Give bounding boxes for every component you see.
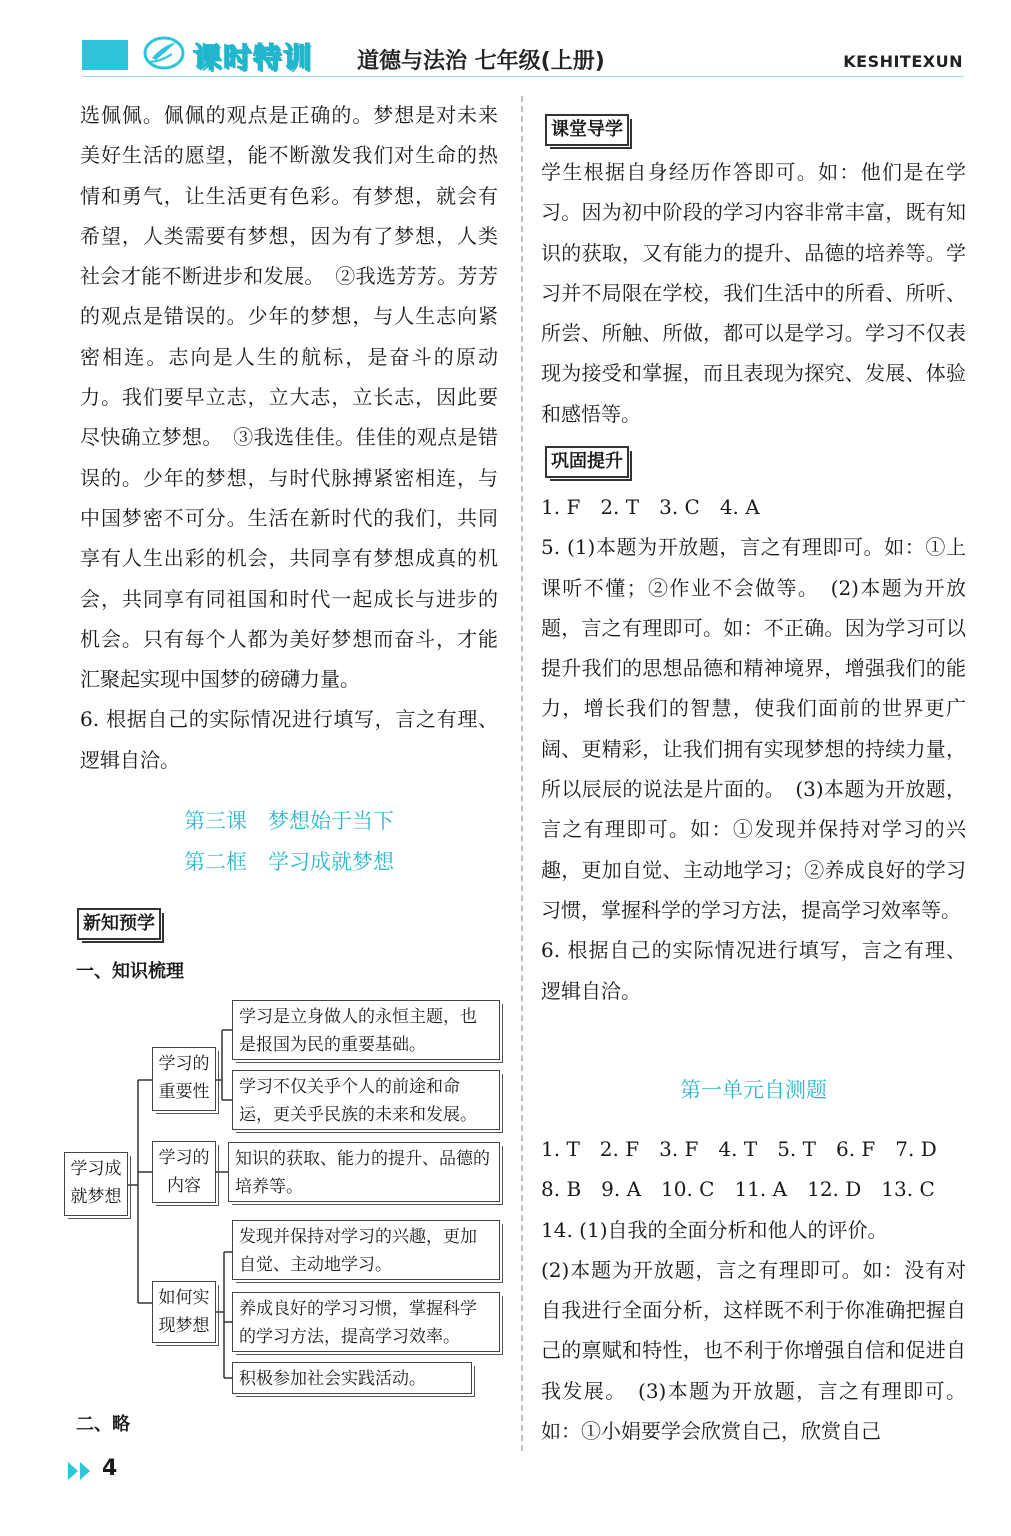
frame-title: 第二框 学习成就梦想 xyxy=(184,850,394,874)
page-number: 4 xyxy=(102,1456,118,1481)
right-column-answers xyxy=(541,487,966,1011)
mindmap-branch-content: 学习的内容 xyxy=(152,1141,216,1203)
right-column-unit xyxy=(541,1129,966,1451)
tag-consolidate: 巩固提升 xyxy=(545,446,629,478)
mindmap-leaf: 养成良好的学习习惯，掌握科学的学习方法，提高学习效率。 xyxy=(232,1292,500,1352)
answer-14-2: (2)本题为开放题，言之有理即可。如：没有对自我进行全面分析，这样既不利于你准确把握自己的禀赋和特性，也不利于你增强自信和促进自我发展。 (3)本题为开放题，言之有理即可。如：①小娟要学会欣赏自己，欣赏自己 xyxy=(541,1257,966,1444)
answers-1-4: 1. F 2. T 3. C 4. A xyxy=(541,495,760,519)
unit-answers-row1: 1. T 2. F 3. F 4. T 5. T 6. F 7. D xyxy=(541,1137,937,1161)
mindmap-leaf: 发现并保持对学习的兴趣，更加自觉、主动地学习。 xyxy=(232,1220,500,1280)
right-column-top xyxy=(541,152,966,434)
answer-6-right: 6. 根据自己的实际情况进行填写，言之有理、逻辑自洽。 xyxy=(541,938,966,1003)
unit-answers-row2: 8. B 9. A 10. C 11. A 12. D 13. C xyxy=(541,1177,935,1202)
mindmap-branch-how: 如何实现梦想 xyxy=(152,1281,216,1343)
answer-14-1: 14. (1)自我的全面分析和他人的评价。 xyxy=(541,1217,888,1242)
mindmap-leaf: 知识的获取、能力的提升、品德的培养等。 xyxy=(228,1142,500,1202)
subject-title: 道德与法治 七年级(上册) xyxy=(357,49,605,74)
mindmap-branch-importance: 学习的重要性 xyxy=(152,1047,216,1111)
brand-pinyin: KESHITEXUN xyxy=(843,52,963,71)
page-arrow-icon xyxy=(66,1460,96,1482)
tag-preview: 新知预学 xyxy=(77,908,161,940)
answer-5: 5. (1)本题为开放题，言之有理即可。如：①上课听不懂；②作业不会做等。 (2)本题为开放题，言之有理即可。如：不正确。因为学习可以提升我们的思想品德和精神境界，增强我们的能力，增长我们的智慧，使我们面前的世界更广阔、更精彩，让我们拥有实现梦想的持续力量，所以辰辰的说法是片面的。 (3)本题为开放题，言之有理即可。如：①发现并保持对学习的兴趣，更加自觉、主动地学习；②养成良好的学习习惯，掌握科学的学习方法，提高学习效率等。 xyxy=(541,535,966,922)
mindmap-leaf: 学习是立身做人的永恒主题，也是报国为民的重要基础。 xyxy=(232,1000,500,1060)
unit-test-title: 第一单元自测题 xyxy=(680,1078,827,1102)
brand-title: 课时特训 xyxy=(193,41,314,74)
classroom-answer: 学生根据自身经历作答即可。如：他们是在学习。因为初中阶段的学习内容非常丰富，既有知识的获取，又有能力的提升、品德的培养等。学习并不局限在学校，我们生活中的所看、所听、所尝、所触、所做，都可以是学习。学习不仅表现为接受和掌握，而且表现为探究、发展、体验和感悟等。 xyxy=(541,160,966,426)
answer-paragraph: 选佩佩。佩佩的观点是正确的。梦想是对未来美好生活的愿望，能不断激发我们对生命的热情和勇气，让生活更有色彩。有梦想，就会有希望，人类需要有梦想，因为有了梦想，人类社会才能不断进步和发展。 ②我选芳芳。芳芳的观点是错误的。少年的梦想，与人生志向紧密相连。志向是人生的航标，是奋斗的原动力。我们要早立志，立大志，立长志，因此要尽快确立梦想。 ③我选佳佳。佳佳的观点是错误的。少年的梦想，与时代脉搏紧密相连，与中国梦密不可分。生活在新时代的我们，共同享有人生出彩的机会，共同享有梦想成真的机会，共同享有同祖国和时代一起成长与进步的机会。只有每个人都为美好梦想而奋斗，才能汇聚起实现中国梦的磅礴力量。 xyxy=(80,103,498,692)
section-omitted: 二、略 xyxy=(76,1414,130,1435)
mindmap-leaf: 学习不仅关乎个人的前途和命运，更关乎民族的未来和发展。 xyxy=(232,1070,500,1130)
mindmap-leaf: 积极参加社会实践活动。 xyxy=(232,1362,472,1394)
tag-classroom: 课堂导学 xyxy=(545,114,629,146)
section-knowledge-outline: 一、知识梳理 xyxy=(76,961,184,982)
answer-6: 6. 根据自己的实际情况进行填写，言之有理、逻辑自洽。 xyxy=(80,707,498,772)
lesson-title: 第三课 梦想始于当下 xyxy=(184,809,394,833)
mindmap-root: 学习成就梦想 xyxy=(64,1152,128,1216)
